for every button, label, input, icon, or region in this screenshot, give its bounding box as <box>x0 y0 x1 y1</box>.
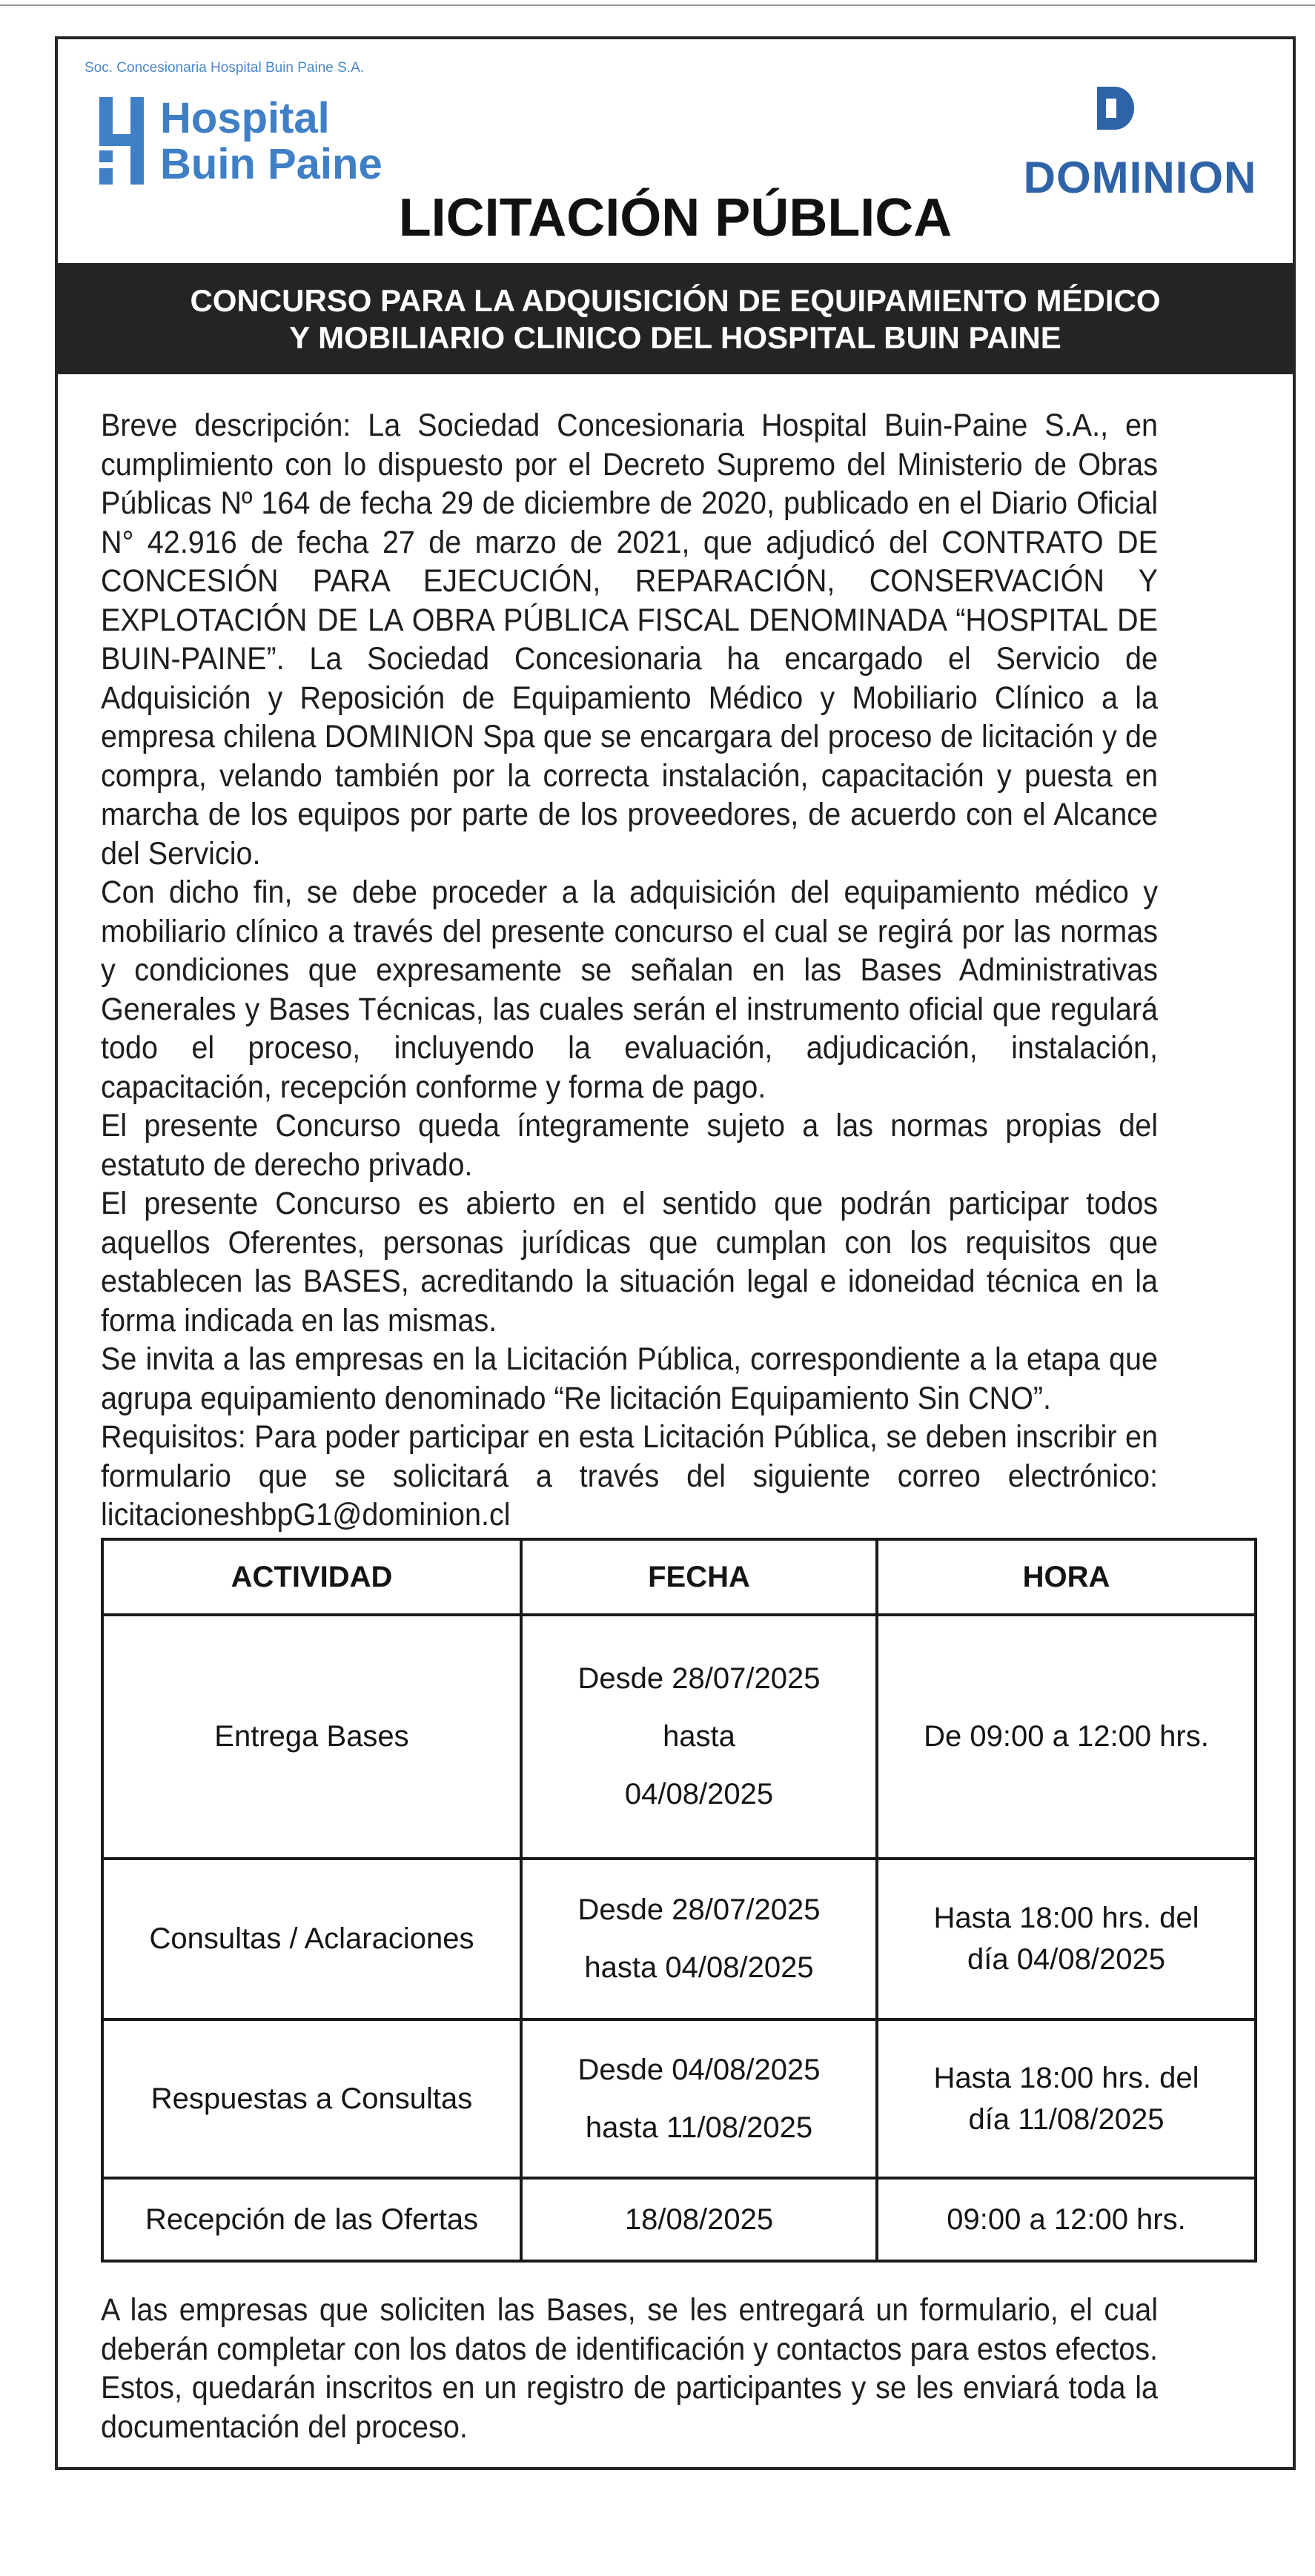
paragraph-open-contest: El presente Concurso es abierto en el sentido que podrán participar todos aquellos Oferentes, personas jurídicas que cumplan con los requisitos que establecen las BASES, acreditando la situación legal e idoneidad técnica en la forma indicada en las mismas. <box>101 1186 1158 1338</box>
title-banner <box>58 263 1293 374</box>
body-text <box>101 406 1158 1535</box>
top-rule <box>0 4 1315 6</box>
fecha-cell <box>521 1859 877 2019</box>
paragraph-description: Breve descripción: La Sociedad Concesionaria Hospital Buin-Paine S.A., en cumplimiento con lo dispuesto por el Decreto Supremo del Ministerio de Obras Públicas Nº 164 de fecha 29 de diciembre de 2020, publicado en el Diario Oficial N° 42.916 de fecha 27 de marzo de 2021, que adjudicó del CONTRATO DE CONCESIÓN PARA EJECUCIÓN, REPARACIÓN, CONSERVACIÓN Y EXPLOTACIÓN DE LA OBRA PÚBLICA FISCAL DENOMINADA “HOSPITAL DE BUIN-PAINE”. La Sociedad Concesionaria ha encargado el Servicio de Adquisición y Reposición de Equipamiento Médico y Mobiliario Clínico a la empresa chilena DOMINION Spa que se encargara del proceso de licitación y de compra, velando también por la correcta instalación, capacitación y puesta en marcha de los equipos por parte de los proveedores, de acuerdo con el Alcance del Servicio. <box>101 408 1158 872</box>
hora-line: día 04/08/2025 <box>967 1943 1165 1976</box>
society-name: Soc. Concesionaria Hospital Buin Paine S.A. <box>85 60 365 76</box>
banner-line-2: Y MOBILIARIO CLINICO DEL HOSPITAL BUIN PAINE <box>289 320 1061 355</box>
table-header-row <box>102 1539 1256 1615</box>
banner-line-1: CONCURSO PARA LA ADQUISICIÓN DE EQUIPAMIENTO MÉDICO <box>190 283 1161 318</box>
closing-paragraph: A las empresas que soliciten las Bases, se les entregará un formulario, el cual deberán completar con los datos de identificación y contactos para estos efectos. Estos, quedarán inscritos en un registro de participantes y se les enviará toda la documentación del proceso. <box>101 2292 1158 2445</box>
actividad-cell: Recepción de las Ofertas <box>102 2178 521 2261</box>
actividad-cell: Consultas / Aclaraciones <box>102 1859 521 2019</box>
dominion-d-icon <box>1094 84 1139 133</box>
table-row <box>102 2178 1256 2261</box>
fecha-cell <box>521 2178 877 2261</box>
fecha-line: Desde 28/07/2025 <box>577 1662 821 1696</box>
hora-line: 09:00 a 12:00 hrs. <box>947 2203 1186 2237</box>
fecha-line: Desde 04/08/2025 <box>577 2053 821 2086</box>
fecha-cell <box>521 1615 877 1859</box>
fecha-cell <box>521 2019 877 2179</box>
table-row <box>102 1859 1256 2019</box>
hora-line: De 09:00 a 12:00 hrs. <box>924 1720 1209 1753</box>
hora-line: día 11/08/2025 <box>968 2102 1165 2136</box>
page-title: LICITACIÓN PÚBLICA <box>398 188 953 248</box>
fecha-line: 04/08/2025 <box>624 1778 774 1811</box>
hora-line: Hasta 18:00 hrs. del <box>933 2061 1199 2094</box>
actividad-cell: Entrega Bases <box>102 1615 521 1859</box>
hospital-logo-line1: Hospital <box>160 94 330 142</box>
fecha-line: hasta <box>663 1720 735 1753</box>
hora-cell <box>877 2178 1256 2261</box>
hospital-logo-line2: Buin Paine <box>160 140 382 188</box>
paragraph-invitation: Se invita a las empresas en la Licitación Pública, correspondiente a la etapa que agrupa equipamiento denominado “Re licitación Equipamiento Sin CNO”. <box>101 1341 1158 1416</box>
table-row <box>102 1615 1256 1859</box>
hospital-logo-text <box>160 96 382 187</box>
paragraph-requirements: Requisitos: Para poder participar en esta Licitación Pública, se deben inscribir en formulario que se solicitará a través del siguiente correo electrónico: licitacioneshbpG1@dominion.cl <box>101 1419 1158 1533</box>
fecha-line: 18/08/2025 <box>624 2203 774 2237</box>
dominion-logo-text: DOMINION <box>1023 153 1257 202</box>
hospital-cross-icon <box>96 97 147 185</box>
actividad-cell: Respuestas a Consultas <box>102 2019 521 2179</box>
notice-frame <box>55 36 1296 2470</box>
header-hora: HORA <box>877 1539 1256 1615</box>
hora-cell <box>877 1859 1256 2019</box>
table-row <box>102 2019 1256 2179</box>
header-fecha: FECHA <box>521 1539 877 1615</box>
paragraph-purpose: Con dicho fin, se debe proceder a la adquisición del equipamiento médico y mobiliario clínico a través del presente concurso el cual se regirá por las normas y condiciones que expresamente se señalan en las Bases Administrativas Generales y Bases Técnicas, las cuales serán el instrumento oficial que regulará todo el proceso, incluyendo la evaluación, adjudicación, instalación, capacitación, recepción conforme y forma de pago. <box>101 874 1158 1105</box>
fecha-line: hasta 04/08/2025 <box>584 1951 814 1985</box>
hora-cell <box>877 2019 1256 2179</box>
dominion-logo <box>999 84 1281 202</box>
hora-cell <box>877 1615 1256 1859</box>
header-actividad: ACTIVIDAD <box>102 1539 521 1615</box>
fecha-line: hasta 11/08/2025 <box>585 2111 813 2144</box>
hora-line: Hasta 18:00 hrs. del <box>933 1902 1199 1935</box>
paragraph-legal: El presente Concurso queda íntegramente sujeto a las normas propias del estatuto de derecho privado. <box>101 1108 1158 1183</box>
fecha-line: Desde 28/07/2025 <box>577 1893 821 1927</box>
schedule-table <box>101 1538 1257 2263</box>
